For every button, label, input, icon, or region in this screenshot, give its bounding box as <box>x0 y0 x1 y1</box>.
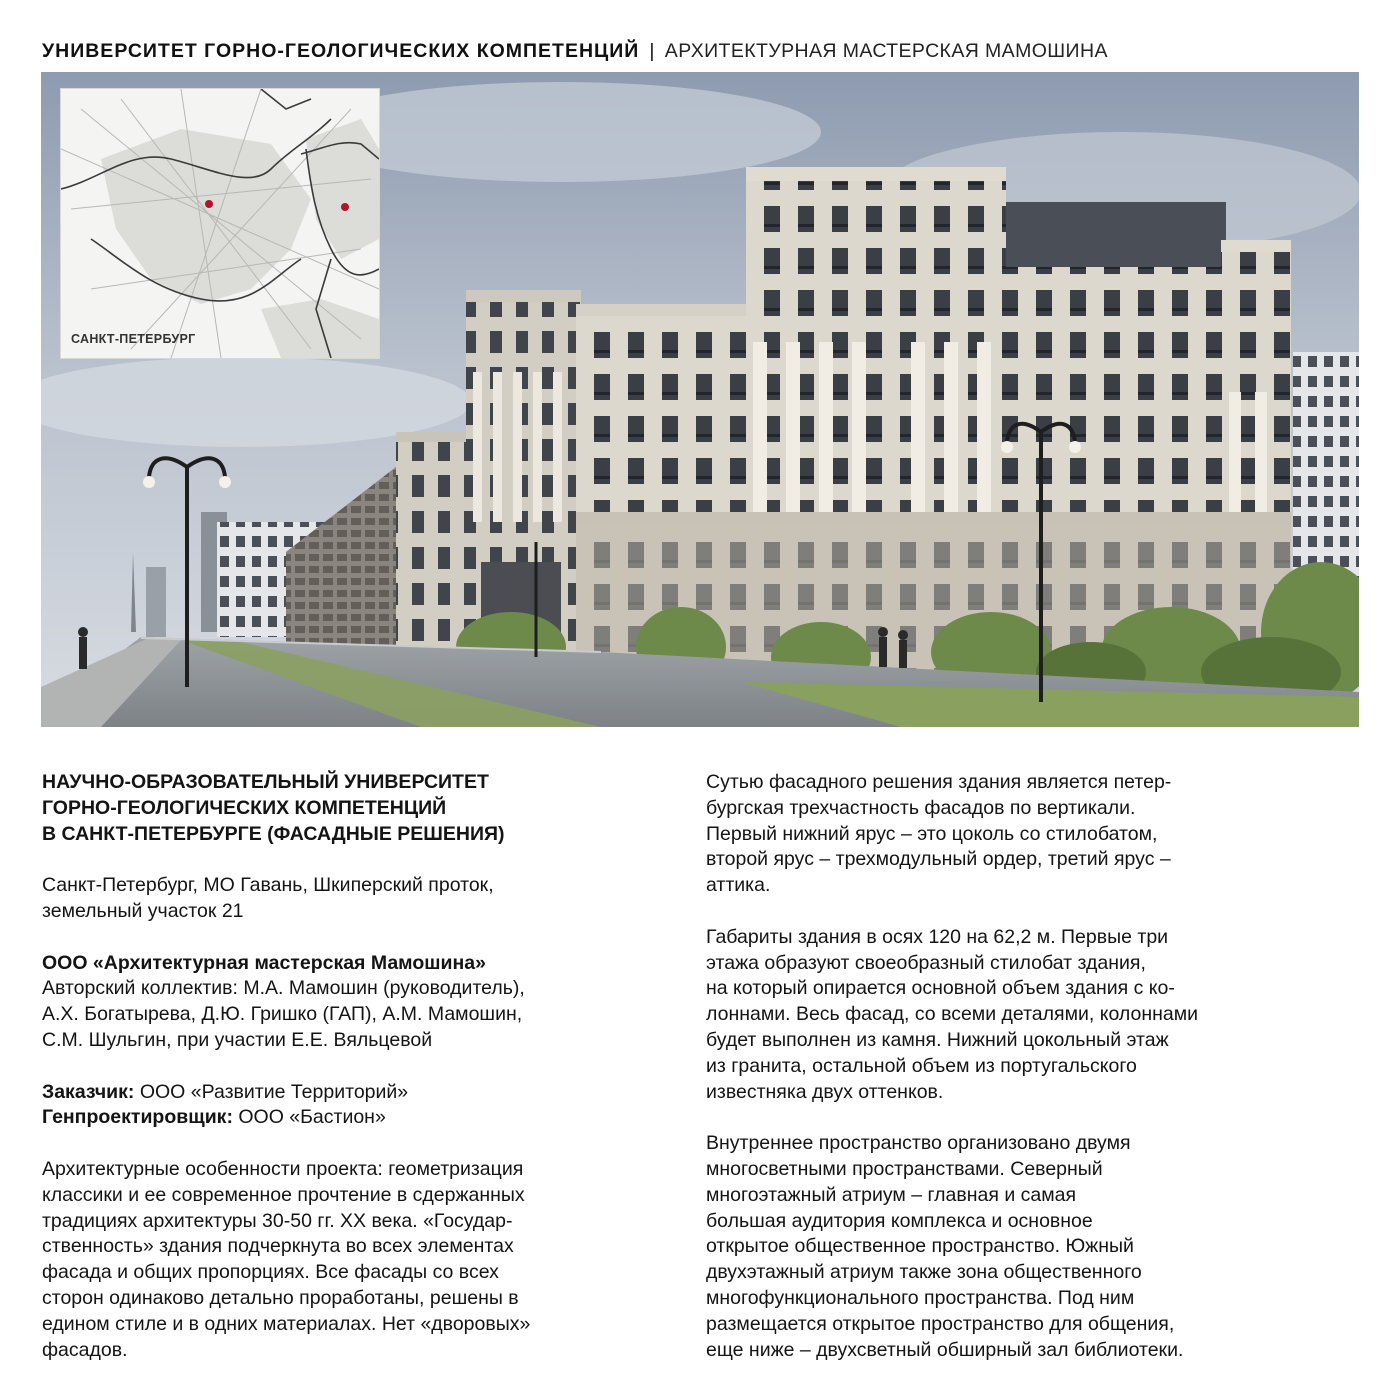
features-paragraph <box>42 1157 642 1363</box>
map-label: САНКТ-ПЕТЕРБУРГ <box>71 332 196 346</box>
paragraph-line: открытое общественное пространство. Южный <box>706 1235 1134 1258</box>
paragraph-line: двухэтажный атриум также зона общественного <box>706 1261 1142 1284</box>
team-line: С.М. Шульгин, при участии Е.Е. Вяльцевой <box>42 1028 433 1051</box>
paragraph-line: сторон одинаково детально проработаны, решены в <box>42 1286 519 1309</box>
client-line <box>42 1080 642 1106</box>
header-title-light: АРХИТЕКТУРНАЯ МАСТЕРСКАЯ МАМОШИНА <box>664 39 1108 62</box>
paragraph-line: еще ниже – двухсветный обширный зал библиотеки. <box>706 1338 1184 1361</box>
project-address <box>42 873 642 925</box>
paragraph-line: из гранита, остальной объем из португальского <box>706 1054 1137 1077</box>
paragraph-line: Габариты здания в осях 120 на 62,2 м. Первые три <box>706 925 1169 948</box>
paragraph-line: этажа образуют своеобразный стилобат здания, <box>706 951 1146 974</box>
authors-block <box>42 951 642 1054</box>
map-marker-site <box>341 203 349 211</box>
right-column <box>706 770 1326 1363</box>
facade-paragraph <box>706 770 1326 899</box>
paragraph-line: многосветными пространствами. Северный <box>706 1157 1103 1180</box>
team-line: Авторский коллектив: М.А. Мамошин (руководитель), <box>42 977 525 1000</box>
address-line: Санкт-Петербург, МО Гавань, Шкиперский проток, <box>42 874 494 897</box>
paragraph-line: большая аудитория комплекса и основное <box>706 1209 1093 1232</box>
paragraph-line: Первый нижний ярус – это цоколь со стилобатом, <box>706 822 1158 845</box>
paragraph-line: на который опирается основной объем здания с ко- <box>706 977 1175 1000</box>
designer-value: ООО «Бастион» <box>232 1106 386 1129</box>
paragraph-line: известняка двух оттенков. <box>706 1080 944 1103</box>
paragraph-line: второй ярус – трехмодульный ордер, третий ярус – <box>706 848 1171 871</box>
paragraph-line: классики и ее современное прочтение в сдержанных <box>42 1183 525 1206</box>
paragraph-line: лоннами. Весь фасад, со всеми деталями, колоннами <box>706 1003 1199 1026</box>
location-map <box>60 88 380 359</box>
paragraph-line: Внутреннее пространство организовано двумя <box>706 1132 1131 1155</box>
paragraph-line: аттика. <box>706 874 771 897</box>
map-marker-city <box>205 200 213 208</box>
paragraph-line: едином стиле и в одних материалах. Нет «дворовых» <box>42 1312 531 1335</box>
map-graphic <box>61 89 379 358</box>
interior-paragraph <box>706 1131 1326 1363</box>
designer-line <box>42 1105 642 1131</box>
header-separator: | <box>649 39 655 62</box>
building-render-image <box>41 72 1359 727</box>
title-line: НАУЧНО-ОБРАЗОВАТЕЛЬНЫЙ УНИВЕРСИТЕТ <box>42 771 489 793</box>
paragraph-line: Сутью фасадного решения здания является петер- <box>706 771 1172 793</box>
paragraph-line: размещается открытое пространство для общения, <box>706 1312 1175 1335</box>
client-block <box>42 1080 642 1132</box>
client-value: ООО «Развитие Территорий» <box>134 1080 409 1103</box>
paragraph-line: бургская трехчастность фасадов по вертикали. <box>706 796 1136 819</box>
paragraph-line: ственность» здания подчеркнута во всех элементах <box>42 1235 514 1258</box>
header-title-bold: УНИВЕРСИТЕТ ГОРНО-ГЕОЛОГИЧЕСКИХ КОМПЕТЕНЦИЙ <box>42 39 640 62</box>
firm-name: ООО «Архитектурная мастерская Мамошина» <box>42 951 486 974</box>
team-line: А.Х. Богатырева, Д.Ю. Гришко (ГАП), А.М. Мамошин, <box>42 1003 523 1026</box>
project-title <box>42 770 642 847</box>
left-column <box>42 770 642 1363</box>
paragraph-line: фасадов. <box>42 1338 128 1361</box>
dimensions-paragraph <box>706 925 1326 1106</box>
client-label: Заказчик: <box>42 1080 135 1103</box>
title-line: ГОРНО-ГЕОЛОГИЧЕСКИХ КОМПЕТЕНЦИЙ <box>42 796 447 819</box>
paragraph-line: многофункционального пространства. Под ним <box>706 1286 1135 1309</box>
title-line: В САНКТ-ПЕТЕРБУРГЕ (ФАСАДНЫЕ РЕШЕНИЯ) <box>42 822 505 845</box>
page-header <box>42 36 1358 66</box>
paragraph-line: будет выполнен из камня. Нижний цокольный этаж <box>706 1028 1169 1051</box>
designer-label: Генпроектировщик: <box>42 1106 233 1129</box>
paragraph-line: Архитектурные особенности проекта: геометризация <box>42 1157 524 1180</box>
address-line: земельный участок 21 <box>42 899 244 922</box>
paragraph-line: традициях архитектуры 30-50 гг. XX века. «Государ- <box>42 1209 513 1232</box>
paragraph-line: многоэтажный атриум – главная и самая <box>706 1183 1077 1206</box>
paragraph-line: фасада и общих пропорциях. Все фасады со всех <box>42 1261 499 1284</box>
